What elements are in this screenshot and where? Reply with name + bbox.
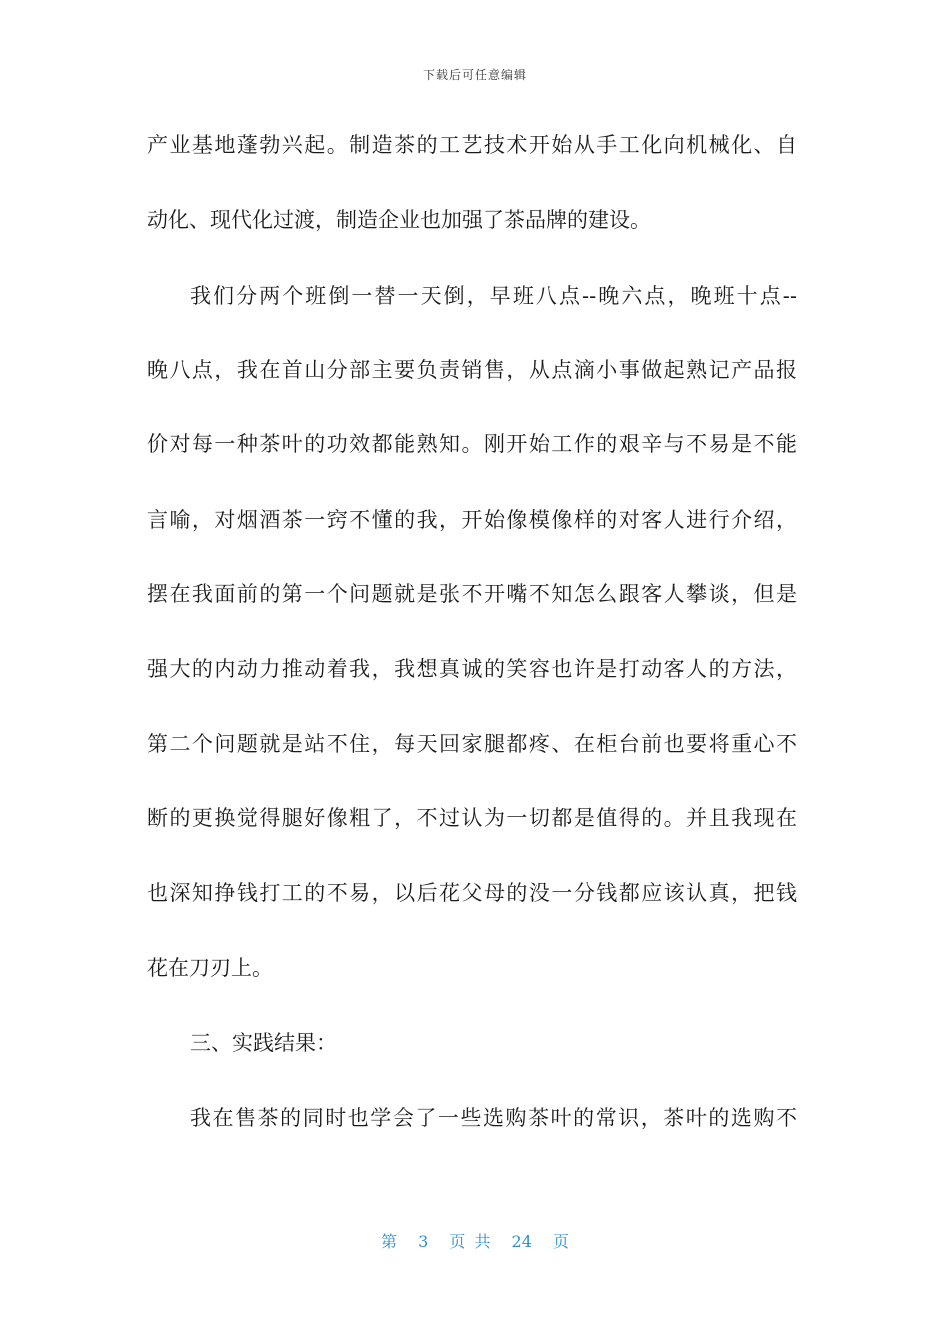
text-line: 价对每一种茶叶的功效都能熟知。刚开始工作的艰辛与不易是不能 xyxy=(147,432,797,456)
text-line: 花在刀刃上。 xyxy=(147,956,273,980)
page-footer xyxy=(0,1229,950,1252)
text-line: 动化、现代化过渡，制造企业也加强了茶品牌的建设。 xyxy=(147,208,651,232)
page-middle: 页 共 xyxy=(449,1232,491,1251)
text-line: 我在售茶的同时也学会了一些选购茶叶的常识，茶叶的选购不 xyxy=(190,1106,797,1130)
page-number: 3 xyxy=(418,1232,429,1251)
text-line: 言喻，对烟酒茶一窍不懂的我，开始像模像样的对客人进行介绍， xyxy=(147,508,797,532)
text-line: 强大的内动力推动着我，我想真诚的笑容也许是打动客人的方法， xyxy=(147,657,797,681)
text-line: 断的更换觉得腿好像粗了，不过认为一切都是值得的。并且我现在 xyxy=(147,806,797,830)
total-pages: 24 xyxy=(511,1232,532,1251)
text-line: 我们分两个班倒一替一天倒，早班八点--晚六点，晚班十点-- xyxy=(190,284,797,308)
page-suffix: 页 xyxy=(553,1232,570,1251)
text-line: 也深知挣钱打工的不易，以后花父母的没一分钱都应该认真，把钱 xyxy=(147,881,797,905)
page-header: 下载后可任意编辑 xyxy=(422,68,527,82)
text-line: 摆在我面前的第一个问题就是张不开嘴不知怎么跟客人攀谈，但是 xyxy=(147,582,797,606)
section-heading: 三、实践结果： xyxy=(190,1031,337,1055)
text-line: 产业基地蓬勃兴起。制造茶的工艺技术开始从手工化向机械化、自 xyxy=(147,133,797,157)
text-line: 晚八点，我在首山分部主要负责销售，从点滴小事做起熟记产品报 xyxy=(147,358,797,382)
page-prefix: 第 xyxy=(380,1232,397,1251)
text-line: 第二个问题就是站不住，每天回家腿都疼、在柜台前也要将重心不 xyxy=(147,732,797,756)
